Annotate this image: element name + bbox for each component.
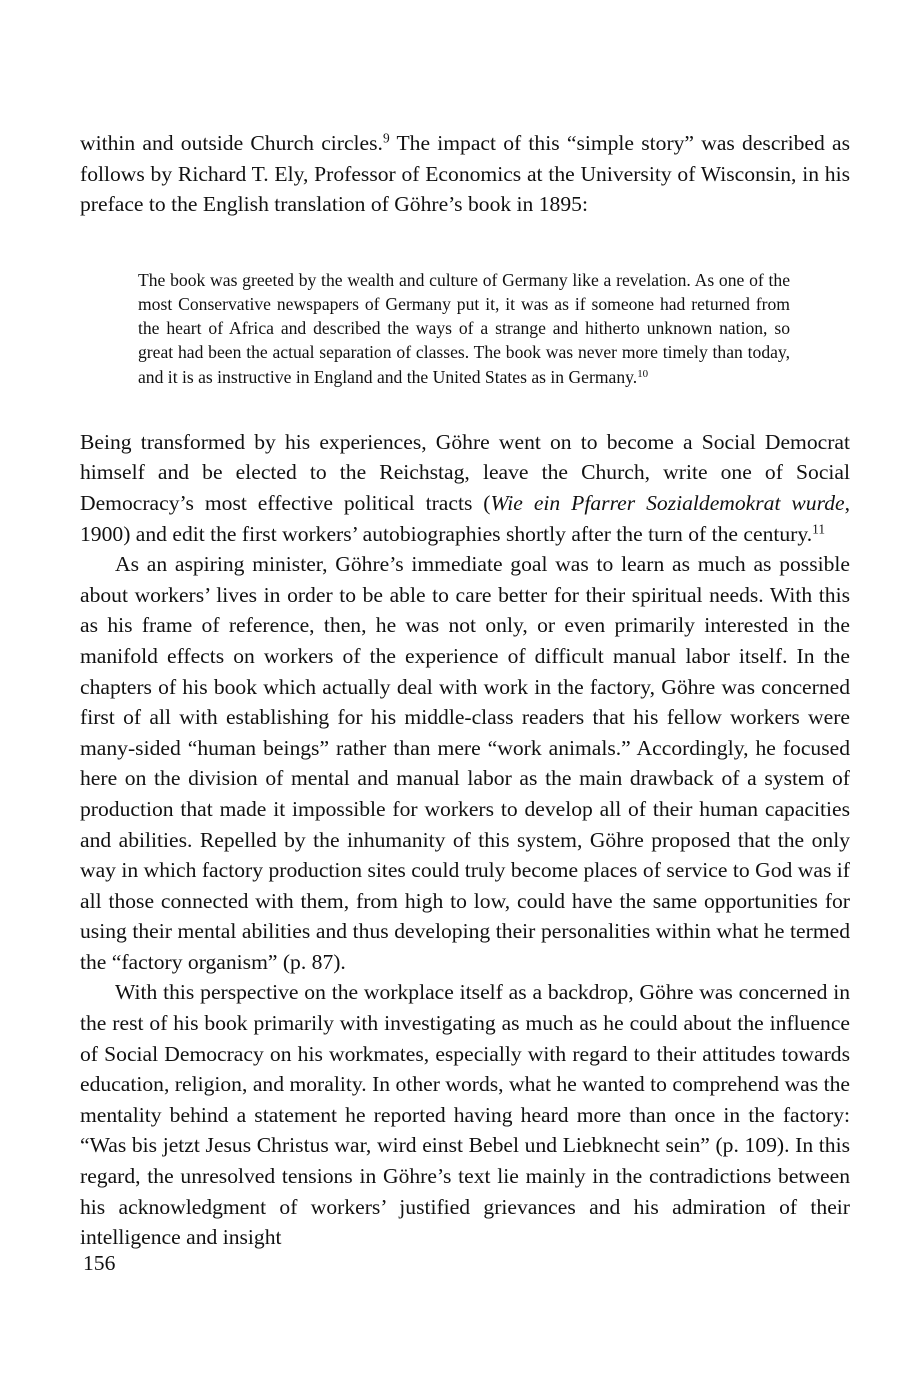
paragraph-3: As an aspiring minister, Göhre’s immediate goal was to learn as much as possible about workers’ lives in order to be able to care better for their spiritual needs. With this as his frame of reference, then, he was not only, or even primarily interested in the manifold effects on workers of the experience of difficult manual labor itself. In the chapters of his book which actually deal with work in the factory, Göhre was concerned first of all with establishing for his middle-class readers that his fellow workers were many-sided “human beings” rather than mere “work animals.” Accordingly, he focused here on the division of mental and manual labor as the main drawback of a system of production that made it impossible for workers to develop all of their human capacities and abilities. Repelled by the inhumanity of this system, Göhre proposed that the only way in which factory production sites could truly become places of service to God was if all those connected with them, from high to low, could have the same opportunities for using their mental abilities and thus developing their personalities within what he termed the “factory organism” (p. 87).: [80, 552, 850, 974]
book-title: Wie ein Pfarrer Sozialdemokrat wurde: [490, 490, 845, 515]
paragraph-2: [80, 427, 850, 549]
footnote-ref-10[interactable]: 10: [637, 367, 649, 380]
page-number: 156: [83, 1251, 116, 1275]
footnote-ref-9[interactable]: 9: [382, 130, 390, 146]
block-quote-text: The book was greeted by the wealth and culture of Germany like a revelation. As one of the most Conservative newspapers of Germany put it, it was as if someone had returned from the heart of Africa and described the ways of a strange and hitherto unknown nation, so great had been the actual separation of classes. The book was never more timely than today, and it is as instructive in England and the United States as in Germany.: [138, 269, 790, 387]
paragraph-1-text-a: within and outside Church circles.: [80, 131, 383, 155]
paragraph-1-text-b: The impact of this “simple story” was described as follows by Richard T. Ely, Professor of Economics at the University of Wisconsin, in his preface to the English translation of Göhre’s book in 1895:: [80, 131, 850, 217]
paragraph-2-text-a: Being transformed by his experiences, Göhre went on to become a Social Democrat himself and be elected to the Reichstag, leave the Church, write one of Social Democracy’s most effective political tracts (: [80, 429, 850, 515]
page-body: [80, 128, 850, 1253]
footnote-ref-11[interactable]: 11: [812, 521, 826, 537]
paragraph-2-text-b: , 1900) and edit the first workers’ autobiographies shortly after the turn of the century.: [80, 490, 850, 546]
paragraph-4: With this perspective on the workplace itself as a backdrop, Göhre was concerned in the rest of his book primarily with investigating as much as he could about the influence of Social Democracy on his workmates, especially with regard to their attitudes towards education, religion, and morality. In other words, what he wanted to comprehend was the mentality behind a statement he reported having heard more than once in the factory: “Was bis jetzt Jesus Christus war, wird einst Bebel und Liebknecht sein” (p. 109). In this regard, the unresolved tensions in Göhre’s text lie mainly in the contradictions between his acknowledgment of workers’ justified grievances and his admiration of their intelligence and insight: [80, 980, 850, 1250]
paragraph-1: [80, 128, 850, 220]
block-quote: [138, 268, 790, 389]
